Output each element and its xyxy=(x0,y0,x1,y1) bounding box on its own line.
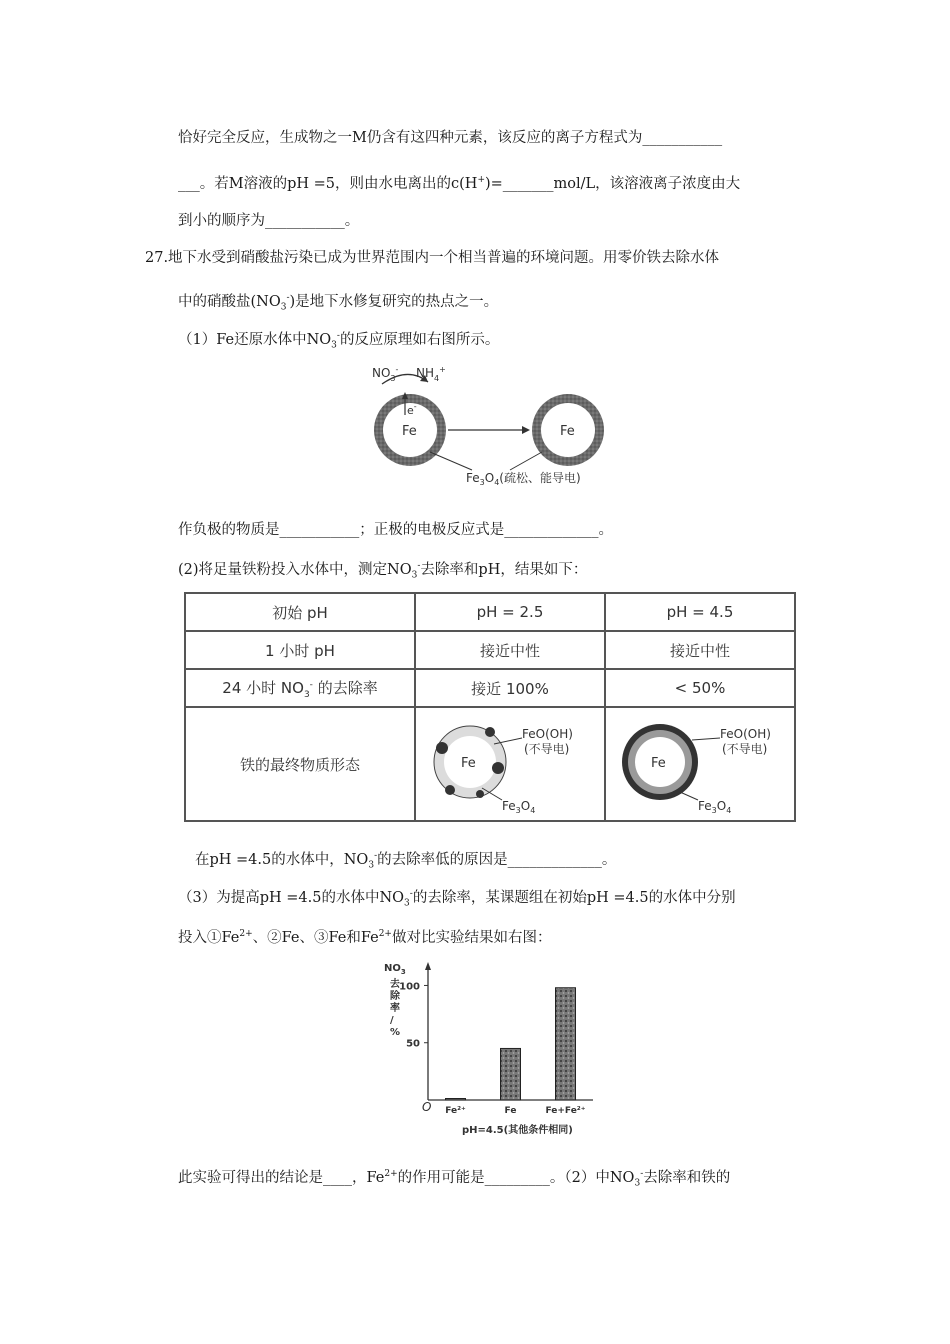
table-cell: 接近 100% xyxy=(415,669,605,707)
table-cell: 接近中性 xyxy=(415,631,605,669)
question-27-part-2-blank: 在pH =4.5的水体中，$NO_3^-$的去除率低的原因是_____________。 xyxy=(195,851,617,871)
svg-text:Fe3O4: $Fe_3O_4$ xyxy=(698,799,732,815)
svg-text:(不导电): (不导电) xyxy=(524,742,570,756)
table-cell: < 50% xyxy=(605,669,795,707)
table-cell-diagram-ph45 xyxy=(605,707,795,821)
chart-xtick-label: Fe²⁺ xyxy=(445,1106,466,1116)
chart-bar xyxy=(556,988,576,1100)
table-cell: pH = 2.5 xyxy=(415,593,605,631)
fe-label-left: Fe xyxy=(402,424,417,439)
chart-ytick-label: 50 xyxy=(406,1038,420,1050)
svg-text:Fe: Fe xyxy=(461,756,476,771)
question-27-part-3-line-2: 投入$①Fe^{2+}$、②Fe、③Fe和$Fe^{2+}$做对比实验结果如右图： xyxy=(178,929,552,946)
fe-label-right: Fe xyxy=(560,424,575,439)
fe3o4-label: $Fe_3O_4$(疏松、能导电) xyxy=(466,471,581,487)
table-cell: 铁的最终物质形态 xyxy=(185,707,415,821)
iron-form-ph25-diagram xyxy=(420,708,600,816)
paragraph-line-3: 到小的顺序为___________。 xyxy=(178,213,360,229)
table-cell: 接近中性 xyxy=(605,631,795,669)
table-cell: 初始 pH xyxy=(185,593,415,631)
question-27-conclusion: 此实验可得出的结论是____，$Fe^{2+}$的作用可能是_________。（2）中$NO_3^-$去除率和铁的 xyxy=(178,1169,731,1189)
table-cell: pH = 4.5 xyxy=(605,593,795,631)
chart-bar xyxy=(501,1048,521,1100)
chart-origin: O xyxy=(422,1100,432,1114)
nh4-label: $NH_4^+$ xyxy=(416,365,446,383)
table-cell: 24 小时 $NO_3^-$ 的去除率 xyxy=(185,669,415,707)
svg-text:FeO(OH): FeO(OH) xyxy=(720,727,771,741)
chart-xlabel: pH=4.5(其他条件相同) xyxy=(462,1125,573,1136)
table-row xyxy=(185,669,795,707)
svg-text:(不导电): (不导电) xyxy=(722,742,768,756)
no3-label: $NO_3^-$ xyxy=(372,365,399,383)
paragraph-line-2: ___。若M溶液的pH =5，则由水电离出的c(H+)=_______mol/L，该溶液离子浓度由大 xyxy=(178,175,741,192)
question-27-title: 27.地下水受到硝酸盐污染已成为世界范围内一个相当普遍的环境问题。用零价铁去除水体 xyxy=(145,250,720,266)
electron-label: e- xyxy=(407,402,417,417)
fe-reduction-diagram xyxy=(360,360,620,490)
removal-rate-bar-chart xyxy=(380,955,600,1140)
chart-xtick-label: Fe+Fe²⁺ xyxy=(545,1106,586,1116)
table-cell-diagram-ph25 xyxy=(415,707,605,821)
chart-ylabel: $NO_3$ xyxy=(384,963,406,976)
question-27-part-3: （3）为提高pH =4.5的水体中$NO_3^-$的去除率，某课题组在初始pH =4.5的水体中分别 xyxy=(178,889,736,909)
chart-xtick-label: Fe xyxy=(504,1106,517,1116)
table-row xyxy=(185,631,795,669)
svg-text:FeO(OH): FeO(OH) xyxy=(522,727,573,741)
iron-form-ph45-diagram xyxy=(610,708,790,816)
results-table xyxy=(184,592,796,822)
question-27-part-1-blanks: 作负极的物质是___________；正极的电极反应式是_____________。 xyxy=(178,522,613,538)
chart-bar xyxy=(446,1099,466,1101)
chart-ytick-label: 100 xyxy=(399,981,420,993)
table-row xyxy=(185,593,795,631)
question-27-part-1: （1）Fe还原水体中$NO_3^-$的反应原理如右图所示。 xyxy=(178,331,500,351)
question-27-part-2: (2)将足量铁粉投入水体中，测定$NO_3^-$去除率和pH，结果如下： xyxy=(178,561,588,581)
table-row xyxy=(185,707,795,821)
svg-text:Fe3O4: $Fe_3O_4$ xyxy=(502,799,536,815)
table-cell: 1 小时 pH xyxy=(185,631,415,669)
question-27-line-2: 中的硝酸盐$(NO_3^-)$是地下水修复研究的热点之一。 xyxy=(178,293,499,313)
svg-text:Fe: Fe xyxy=(651,756,666,771)
paragraph-line-1: 恰好完全反应，生成物之一M仍含有这四种元素，该反应的离子方程式为___________ xyxy=(178,130,723,146)
chart-ylabel-vertical: 去除率/ % xyxy=(390,979,401,1038)
